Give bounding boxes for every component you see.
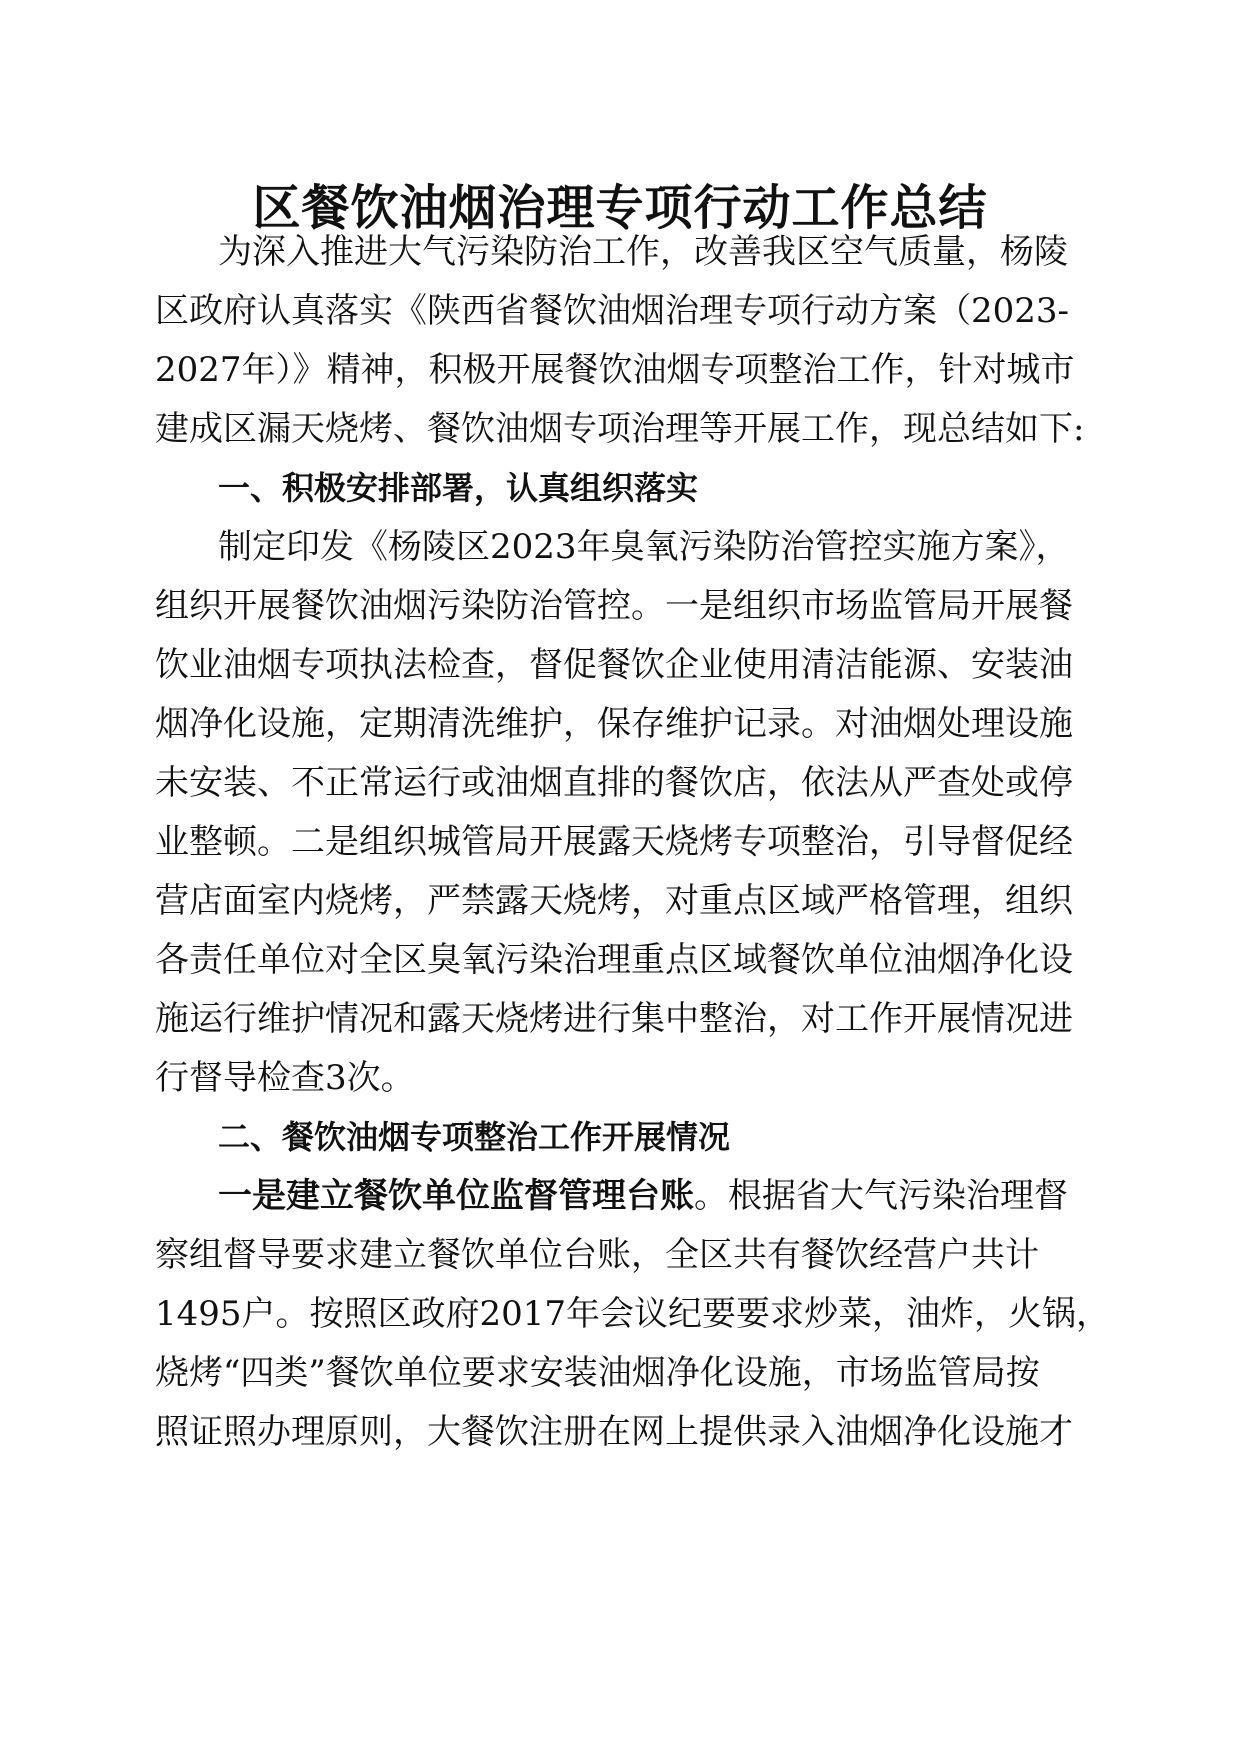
section2-heading: 二、餐饮油烟专项整治工作开展情况 xyxy=(218,1118,731,1156)
section2-line-1 xyxy=(218,1174,1068,1218)
section1-line-6: 业整顿。二是组织城管局开展露天烧烤专项整治，引导督促经 xyxy=(155,822,1073,862)
section1-heading: 一、积极安排部署，认真组织落实 xyxy=(218,469,699,507)
document-title: 区餐饮油烟治理专项行动工作总结 xyxy=(252,180,988,236)
section1-line-5: 未安装、不正常运行或油烟直排的餐饮店，依法从严查处或停 xyxy=(155,763,1073,803)
section2-line-3: 1495户。按照区政府2017年会议纪要要求炒菜，油炸，火锅， xyxy=(155,1294,1111,1334)
section2-line-2: 察组督导要求建立餐饮单位台账，全区共有餐饮经营户共计 xyxy=(155,1235,1039,1275)
section2-line-5: 照证照办理原则，大餐饮注册在网上提供录入油烟净化设施才 xyxy=(155,1412,1073,1452)
section1-line-3: 饮业油烟专项执法检查，督促餐饮企业使用清洁能源、安装油 xyxy=(155,645,1073,685)
section1-line-9: 施运行维护情况和露天烧烤进行集中整治，对工作开展情况进 xyxy=(155,999,1073,1039)
intro-line-3: 2027年）》精神，积极开展餐饮油烟专项整治工作，针对城市 xyxy=(155,350,1075,390)
section1-line-10: 行督导检查3次。 xyxy=(155,1058,415,1098)
section1-line-4: 烟净化设施，定期清洗维护，保存维护记录。对油烟处理设施 xyxy=(155,704,1073,744)
section1-line-7: 营店面室内烧烤，严禁露天烧烤，对重点区域严格管理，组织 xyxy=(155,881,1073,921)
section1-line-8: 各责任单位对全区臭氧污染治理重点区域餐饮单位油烟净化设 xyxy=(155,940,1073,980)
section1-line-2: 组织开展餐饮油烟污染防治管控。一是组织市场监管局开展餐 xyxy=(155,586,1073,626)
section1-line-1: 制定印发《杨陵区2023年臭氧污染防治管控实施方案》， xyxy=(218,527,1070,567)
section2-line-1-rest: 。根据省大气污染治理督 xyxy=(694,1176,1068,1216)
intro-line-1: 为深入推进大气污染防治工作，改善我区空气质量，杨陵 xyxy=(218,232,1068,272)
section2-line-4: 烧烤“四类”餐饮单位要求安装油烟净化设施，市场监管局按 xyxy=(155,1353,1040,1393)
section2-bold-lead: 一是建立餐饮单位监督管理台账 xyxy=(218,1176,694,1216)
intro-line-4: 建成区漏天烧烤、餐饮油烟专项治理等开展工作，现总结如下: xyxy=(155,409,1085,449)
intro-line-2: 区政府认真落实《陕西省餐饮油烟治理专项行动方案（2023- xyxy=(155,291,1070,331)
